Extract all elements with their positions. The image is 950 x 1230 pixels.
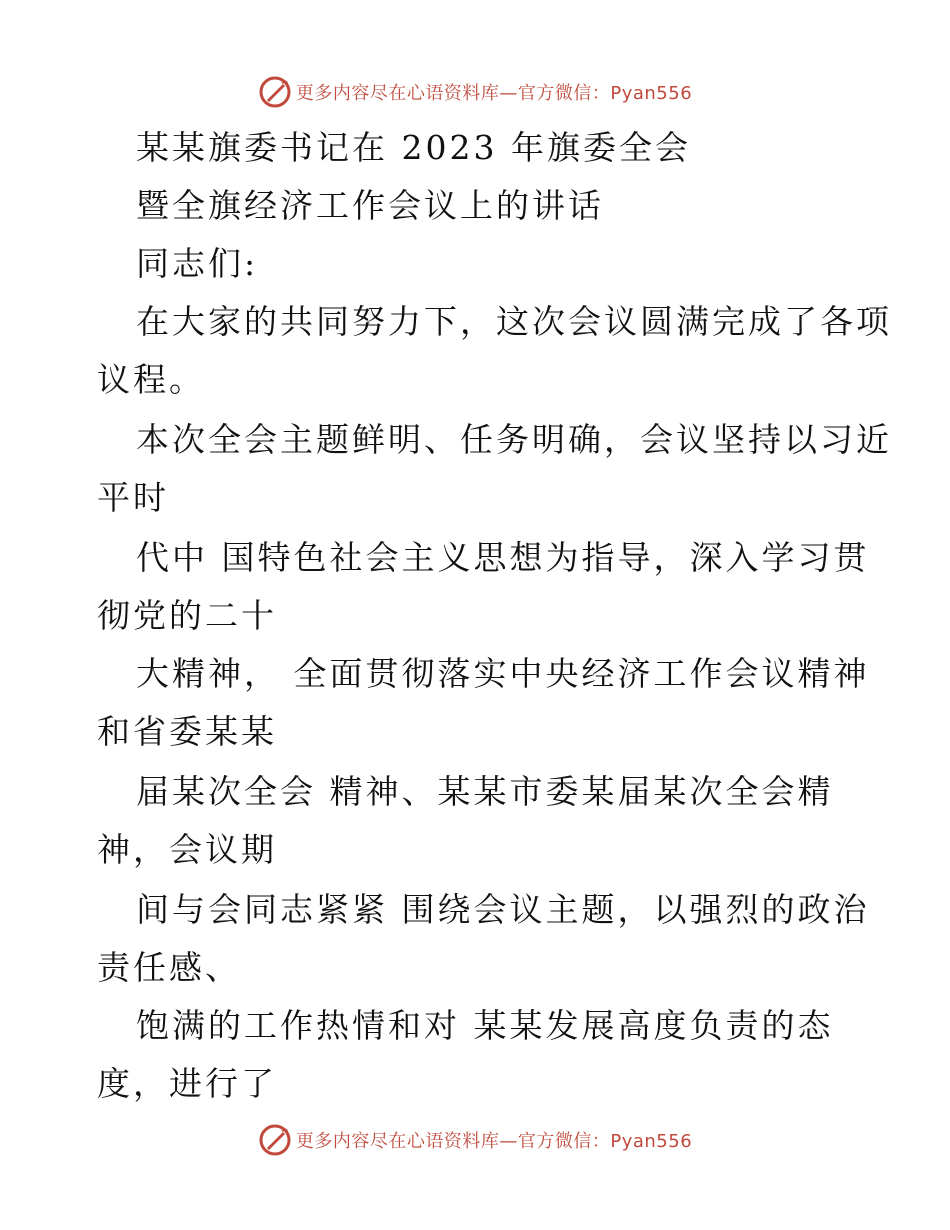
text-line: 彻党的二十 (97, 596, 277, 635)
watermark-text: 更多内容尽在心语资料库—官方微信：Pyan556 (295, 83, 693, 104)
watermark-text: 更多内容尽在心语资料库—官方微信：Pyan556 (295, 1131, 693, 1152)
text-line: 在大家的共同努力下，这次会议圆满完成了各项 (136, 302, 892, 341)
quill-logo-icon (258, 75, 292, 109)
text-line: 代中 国特色社会主义思想为指导，深入学习贯 (136, 538, 870, 577)
text-line: 饱满的工作热情和对 某某发展高度负责的态 (136, 1006, 834, 1045)
text-line: 度，进行了 (97, 1064, 277, 1103)
footer-watermark-banner (0, 1120, 950, 1160)
header-watermark-banner (0, 72, 950, 112)
quill-logo-icon (258, 1123, 292, 1157)
title-line-2: 暨全旗经济工作会议上的讲话 (136, 186, 604, 225)
title-line-1: 某某旗委书记在 2023 年旗委全会 (136, 128, 691, 167)
text-line: 和省委某某 (97, 712, 277, 751)
text-line: 届某次全会 精神、某某市委某届某次全会精 (136, 772, 834, 811)
text-line: 平时 (97, 478, 169, 517)
salutation: 同志们: (136, 244, 259, 283)
text-line: 责任感、 (97, 948, 241, 987)
text-line: 间与会同志紧紧 围绕会议主题，以强烈的政治 (136, 890, 870, 929)
text-line: 议程。 (97, 360, 205, 399)
text-line: 大精神， 全面贯彻落实中央经济工作会议精神 (136, 654, 870, 693)
text-line: 本次全会主题鲜明、任务明确，会议坚持以习近 (136, 420, 892, 459)
text-line: 神，会议期 (97, 830, 277, 869)
